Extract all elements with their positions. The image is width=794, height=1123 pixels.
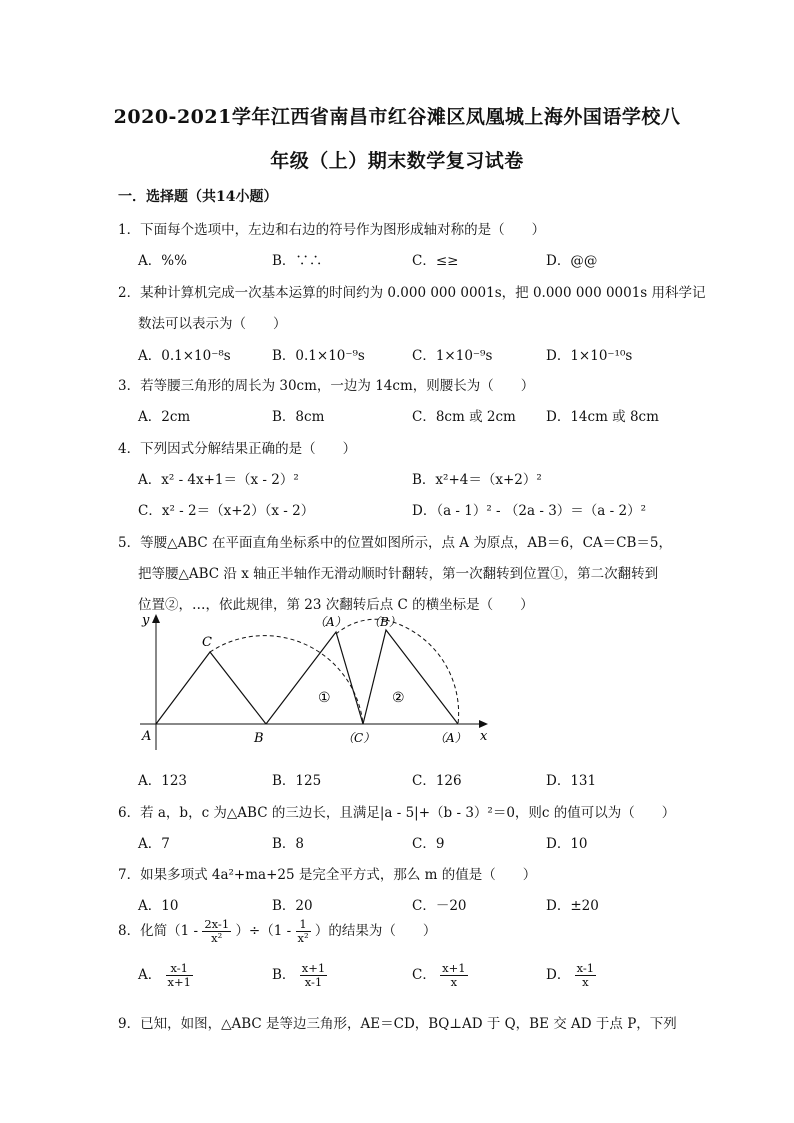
q8-option-b-denominator: x-1 <box>304 975 323 990</box>
q8-option-c-fraction <box>440 962 467 989</box>
q8-stem-part-a: 8．化简（1 - <box>118 923 199 940</box>
q2-option-b[interactable]: B．0.1×10⁻⁹s <box>272 348 365 364</box>
q5-option-a[interactable]: A．123 <box>138 773 188 789</box>
q5-option-d[interactable]: D．131 <box>546 773 597 789</box>
q4-option-d[interactable]: D．（a - 1）² - （2a - 3）＝（a - 2）² <box>412 503 646 519</box>
point-c-label: C <box>202 635 212 650</box>
q8-option-c-denominator: x <box>450 975 458 990</box>
question-8-stem <box>118 918 436 945</box>
position-2-mark: ② <box>392 690 405 706</box>
y-axis-label: y <box>142 613 150 628</box>
page-title-line2: 年级（上）期末数学复习试卷 <box>270 150 524 172</box>
q7-option-b[interactable]: B．20 <box>272 898 313 914</box>
q8-option-a-numerator: x-1 <box>166 962 193 976</box>
triangle-abc <box>156 652 266 724</box>
q3-option-a[interactable]: A．2cm <box>138 409 191 425</box>
section-heading: 一．选择题（共14小题） <box>118 189 278 205</box>
q8-stem-part-c: ）的结果为（ ） <box>314 923 437 940</box>
rotation-arc-3 <box>386 620 459 724</box>
q6-option-c[interactable]: C．9 <box>412 836 445 852</box>
x-axis-arrow <box>479 720 488 728</box>
q1-option-a[interactable]: A．%% <box>138 253 187 269</box>
q8-option-a[interactable] <box>138 962 193 989</box>
q8-fraction-2-denominator: x² <box>297 931 309 946</box>
q8-option-b-label: B． <box>272 967 296 984</box>
q8-option-b[interactable] <box>272 962 327 989</box>
x-axis-label: x <box>480 729 488 744</box>
q8-fraction-1-numerator: 2x-1 <box>204 917 230 931</box>
question-5-stem-line3: 位置②，…，依此规律，第 23 次翻转后点 C 的横坐标是（ ） <box>138 597 534 613</box>
point-a-label: A <box>142 729 152 744</box>
point-a1-label: （A） <box>314 615 347 629</box>
question-5-stem-line1: 5．等腰△ABC 在平面直角坐标系中的位置如图所示，点 A 为原点，AB＝6，CA＝CB＝5， <box>118 535 673 551</box>
y-axis-arrow <box>152 614 160 623</box>
q8-option-d-fraction <box>575 962 597 989</box>
question-4-stem: 4．下列因式分解结果正确的是（ ） <box>118 441 357 457</box>
q2-option-c[interactable]: C．1×10⁻⁹s <box>412 348 493 364</box>
q6-option-d[interactable]: D．10 <box>546 836 588 852</box>
q8-stem-part-b: ）÷（1 - <box>235 923 292 940</box>
q8-option-d-denominator: x <box>582 975 589 990</box>
q8-option-b-numerator: x+1 <box>301 961 326 975</box>
q2-option-d[interactable]: D．1×10⁻¹⁰s <box>546 348 633 364</box>
q8-option-c[interactable] <box>412 962 468 989</box>
question-9-stem: 9．已知，如图，△ABC 是等边三角形，AE＝CD，BQ⊥AD 于 Q，BE 交 AD 于点 P，下列 <box>118 1016 677 1032</box>
q8-fraction-2 <box>296 918 311 945</box>
q8-option-c-label: C． <box>412 967 436 984</box>
q2-option-a[interactable]: A．0.1×10⁻⁸s <box>138 348 231 364</box>
q8-option-a-fraction <box>166 962 193 989</box>
question-2-stem-line2: 数法可以表示为（ ） <box>138 316 287 332</box>
q8-option-d[interactable] <box>546 962 596 989</box>
q8-fraction-1 <box>202 918 231 945</box>
triangle-position-2 <box>363 630 458 724</box>
q8-option-b-fraction <box>300 962 327 989</box>
q6-option-b[interactable]: B．8 <box>272 836 305 852</box>
q6-option-a[interactable]: A．7 <box>138 836 170 852</box>
question-2-stem-line1: 2．某种计算机完成一次基本运算的时间约为 0.000 000 0001s，把 0.000 000 0001s 用科学记 <box>118 285 706 301</box>
q1-option-c[interactable]: C．≤≥ <box>412 253 459 269</box>
point-b-label: B <box>254 731 264 746</box>
q8-option-c-numerator: x+1 <box>442 961 466 975</box>
point-c1-label: （C） <box>342 731 376 745</box>
q4-option-b[interactable]: B．x²+4＝（x+2）² <box>412 472 542 488</box>
triangle-position-1 <box>266 632 363 724</box>
page-title-line1: 2020-2021学年江西省南昌市红谷滩区凤凰城上海外国语学校八 <box>113 106 681 128</box>
q3-option-b[interactable]: B．8cm <box>272 409 325 425</box>
q8-option-d-label: D． <box>546 967 571 984</box>
point-b1-label: （B） <box>368 615 401 629</box>
q4-option-c[interactable]: C．x² - 2＝（x+2）（x - 2） <box>138 503 315 519</box>
question-6-stem: 6．若 a，b，c 为△ABC 的三边长，且满足|a - 5|+（b - 3）²＝0，则c 的值可以为（ ） <box>118 805 676 821</box>
point-a2-label: （A） <box>434 731 467 745</box>
q8-fraction-2-numerator: 1 <box>296 918 311 932</box>
q5-option-b[interactable]: B．125 <box>272 773 322 789</box>
position-1-mark: ① <box>318 690 331 706</box>
q8-fraction-1-denominator: x² <box>211 931 223 946</box>
q3-option-c[interactable]: C．8cm 或 2cm <box>412 409 516 425</box>
q1-option-d[interactable]: D．@@ <box>546 253 598 269</box>
question-7-stem: 7．如果多项式 4a²+ma+25 是完全平方式，那么 m 的值是（ ） <box>118 867 537 883</box>
q8-option-a-label: A． <box>138 967 162 984</box>
question-5-stem-line2: 把等腰△ABC 沿 x 轴正半轴作无滑动顺时针翻转，第一次翻转到位置①，第二次翻转到 <box>138 566 659 582</box>
rotation-arc-1 <box>210 636 363 724</box>
q1-option-b[interactable]: B．∵∴ <box>272 253 323 269</box>
q5-option-c[interactable]: C．126 <box>412 773 462 789</box>
q7-option-a[interactable]: A．10 <box>138 898 179 914</box>
q8-option-a-denominator: x+1 <box>167 975 191 990</box>
q5-figure <box>130 610 500 760</box>
q7-option-d[interactable]: D．±20 <box>546 898 599 914</box>
question-3-stem: 3．若等腰三角形的周长为 30cm，一边为 14cm，则腰长为（ ） <box>118 378 535 394</box>
q3-option-d[interactable]: D．14cm 或 8cm <box>546 409 659 425</box>
q4-option-a[interactable]: A．x² - 4x+1＝（x - 2）² <box>138 472 299 488</box>
q7-option-c[interactable]: C．－20 <box>412 898 467 914</box>
question-1-stem: 1．下面每个选项中，左边和右边的符号作为图形成轴对称的是（ ） <box>118 222 546 238</box>
q8-option-d-numerator: x-1 <box>576 961 595 975</box>
